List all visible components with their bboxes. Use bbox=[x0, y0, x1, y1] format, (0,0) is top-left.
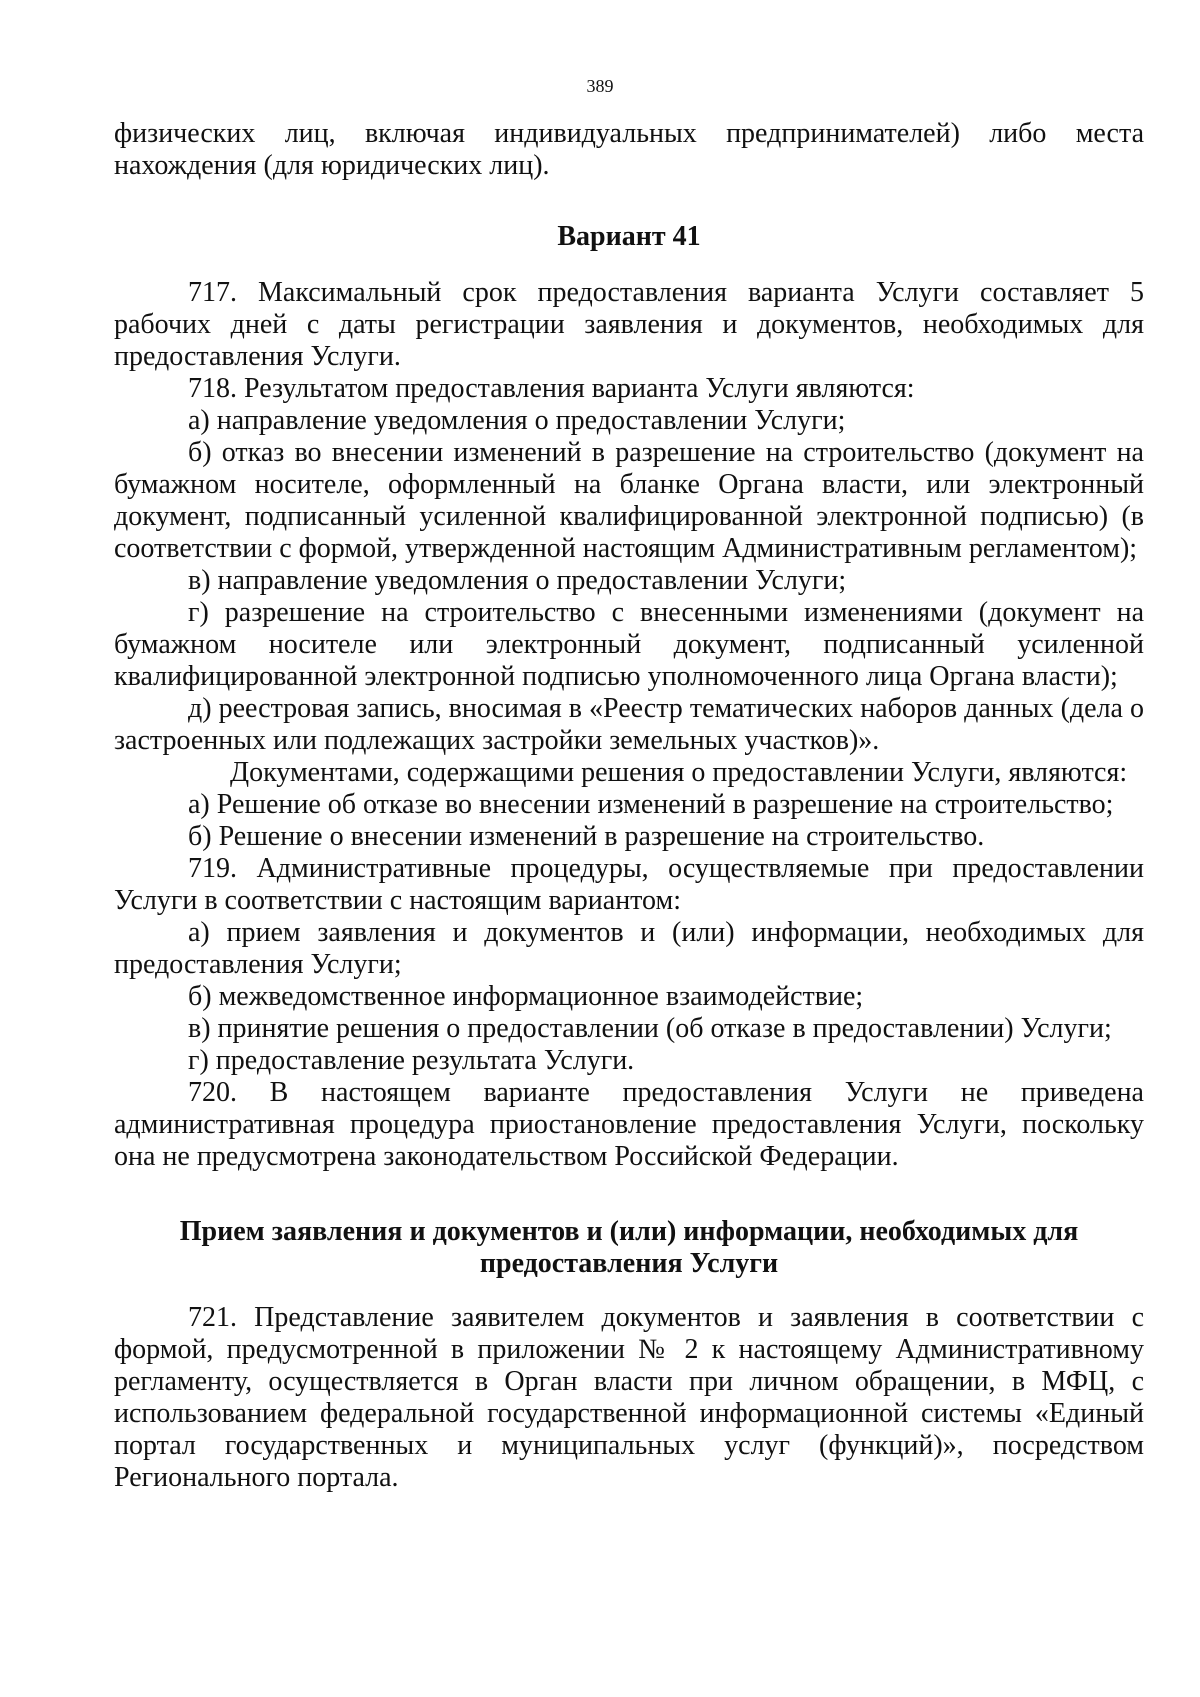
list-item: г) разрешение на строительство с внесенными изменениями (документ на бумажном носителе или электронный документ, подписанный усиленной квалифицированной электронной подписью уполномоченного лица Органа власти); bbox=[114, 597, 1144, 692]
paragraph-720: 720. В настоящем варианте предоставления Услуги не приведена административная процедура приостановление предоставления Услуги, поскольку она не предусмотрена законодательством Российской Федерации. bbox=[114, 1077, 1144, 1172]
list-item: б) отказ во внесении изменений в разрешение на строительство (документ на бумажном носителе, оформленный на бланке Органа власти, или электронный документ, подписанный усиленной квалифицированной электронной подписью) (в соответствии с формой, утвержденной настоящим Административным регламентом); bbox=[114, 437, 1144, 564]
section-heading-reception: Прием заявления и документов и (или) информации, необходимых для предоставления Услуги bbox=[179, 1216, 1079, 1279]
list-item: д) реестровая запись, вносимая в «Реестр тематических наборов данных (дела о застроенных или подлежащих застройки земельных участков)». bbox=[114, 693, 1144, 756]
list-item: б) Решение о внесении изменений в разрешение на строительство. bbox=[188, 821, 985, 852]
list-item: б) межведомственное информационное взаимодействие; bbox=[188, 981, 864, 1012]
paragraph-717: 717. Максимальный срок предоставления варианта Услуги составляет 5 рабочих дней с даты регистрации заявления и документов, необходимых для предоставления Услуги. bbox=[114, 277, 1144, 372]
list-item: а) прием заявления и документов и (или) информации, необходимых для предоставления Услуги; bbox=[114, 917, 1144, 980]
list-item: г) предоставление результата Услуги. bbox=[188, 1045, 635, 1076]
list-item: в) направление уведомления о предоставлении Услуги; bbox=[188, 565, 847, 596]
paragraph: Документами, содержащими решения о предоставлении Услуги, являются: bbox=[230, 757, 1128, 788]
paragraph-719: 719. Административные процедуры, осуществляемые при предоставлении Услуги в соответствии с настоящим вариантом: bbox=[114, 853, 1144, 916]
list-item: а) направление уведомления о предоставлении Услуги; bbox=[188, 405, 846, 436]
paragraph-718: 718. Результатом предоставления варианта Услуги являются: bbox=[188, 373, 915, 404]
list-item: в) принятие решения о предоставлении (об отказе в предоставлении) Услуги; bbox=[188, 1013, 1112, 1044]
list-item: а) Решение об отказе во внесении изменений в разрешение на строительство; bbox=[188, 789, 1114, 820]
paragraph: физических лиц, включая индивидуальных предпринимателей) либо места нахождения (для юридических лиц). bbox=[114, 118, 1144, 181]
page-number: 389 bbox=[586, 76, 614, 96]
paragraph-721: 721. Представление заявителем документов и заявления в соответствии с формой, предусмотренной в приложении № 2 к настоящему Административному регламенту, осуществляется в Орган власти при личном обращении, в МФЦ, с использованием федеральной государственной информационной системы «Единый портал государственных и муниципальных услуг (функций)», посредством Регионального портала. bbox=[114, 1302, 1144, 1493]
document-body bbox=[114, 118, 1144, 1494]
section-heading-variant: Вариант 41 bbox=[557, 221, 701, 252]
